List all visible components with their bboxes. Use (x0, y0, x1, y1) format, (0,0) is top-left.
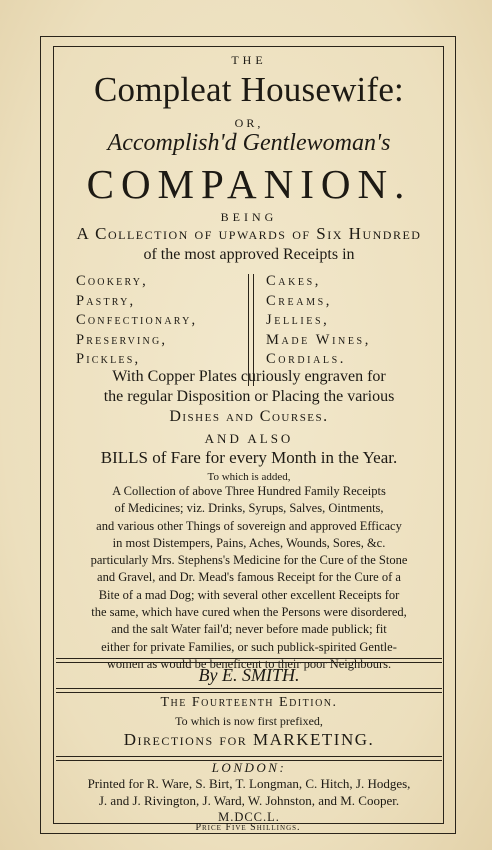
category-item: Made Wines, (266, 331, 371, 348)
regular-disposition-line: the regular Disposition or Placing the various (103, 388, 395, 405)
prefixed-line: To which is now first prefixed, (175, 714, 323, 728)
divider-rule (56, 658, 442, 663)
paragraph-line: either for private Families, or such publick-spirited Gentle- (101, 639, 397, 654)
being-label: BEING (220, 210, 278, 224)
author-line: By E. SMITH. (198, 665, 300, 685)
bills-of-fare-line: BILLS of Fare for every Month in the Year. (100, 448, 398, 467)
divider-rule (56, 688, 442, 693)
or-label: OR, (234, 116, 264, 130)
imprint-date: M.DCC.L. (218, 810, 280, 824)
the-heading: THE (231, 53, 267, 67)
and-also-label: AND ALSO (204, 431, 294, 446)
category-item: Preserving, (76, 331, 168, 348)
companion-heading: COMPANION. (86, 161, 412, 207)
paragraph-line: of Medicines; viz. Drinks, Syrups, Salves, Ointments, (114, 501, 384, 516)
to-which-added: To which is added, (207, 471, 291, 483)
paragraph-line: A Collection of above Three Hundred Family Receipts (112, 484, 386, 498)
category-item: Pastry, (76, 292, 136, 309)
paragraph-line: and the salt Water fail'd; never before made publick; fit (111, 622, 387, 637)
main-title: Compleat Housewife: (94, 70, 404, 109)
subtitle: Accomplish'd Gentlewoman's (107, 130, 391, 156)
category-item: Pickles, (76, 351, 141, 367)
copper-plates-line: With Copper Plates curiously engraven for (112, 368, 386, 385)
category-item: Cordials. (266, 351, 347, 367)
collection-line: A Collection of upwards of Six Hundred (76, 224, 422, 243)
london-imprint: LONDON: (211, 760, 287, 775)
price-line: Price Five Shillings. (195, 822, 301, 833)
medicine-paragraph (56, 483, 442, 673)
paragraph-line: and various other Things of sovereign and approved Efficacy (96, 518, 402, 533)
edition-line: The Fourteenth Edition. (160, 695, 338, 710)
paragraph-line: the same, which have cured when the Persons were disordered, (91, 605, 407, 620)
directions-line: Directions for MARKETING. (123, 730, 375, 749)
category-item: Cookery, (76, 273, 149, 289)
printers-line-1: Printed for R. Ware, S. Birt, T. Longman, C. Hitch, J. Hodges, (87, 776, 411, 791)
categories-right-column (266, 272, 371, 370)
category-item: Confectionary, (76, 312, 198, 328)
most-approved-line: of the most approved Receipts in (143, 246, 355, 263)
paragraph-line: in most Distempers, Pains, Aches, Wounds, Sores, &c. (112, 535, 386, 550)
category-item: Cakes, (266, 273, 322, 289)
printers-line-2: J. and J. Rivington, J. Ward, W. Johnston, and M. Cooper. (98, 793, 400, 808)
category-item: Jellies, (266, 312, 330, 328)
categories-left-column (76, 272, 197, 370)
dishes-courses-line: Dishes and Courses. (169, 408, 329, 425)
paragraph-line: women as would be beneficent to their poor Neighbours. (106, 656, 392, 671)
category-item: Creams, (266, 292, 332, 309)
paragraph-line: particularly Mrs. Stephens's Medicine for the Cure of the Stone (90, 553, 408, 568)
paragraph-line: and Gravel, and Dr. Mead's famous Receipt for the Cure of a (97, 570, 401, 585)
paragraph-line: Bite of a mad Dog; with several other excellent Receipts for (98, 587, 400, 602)
